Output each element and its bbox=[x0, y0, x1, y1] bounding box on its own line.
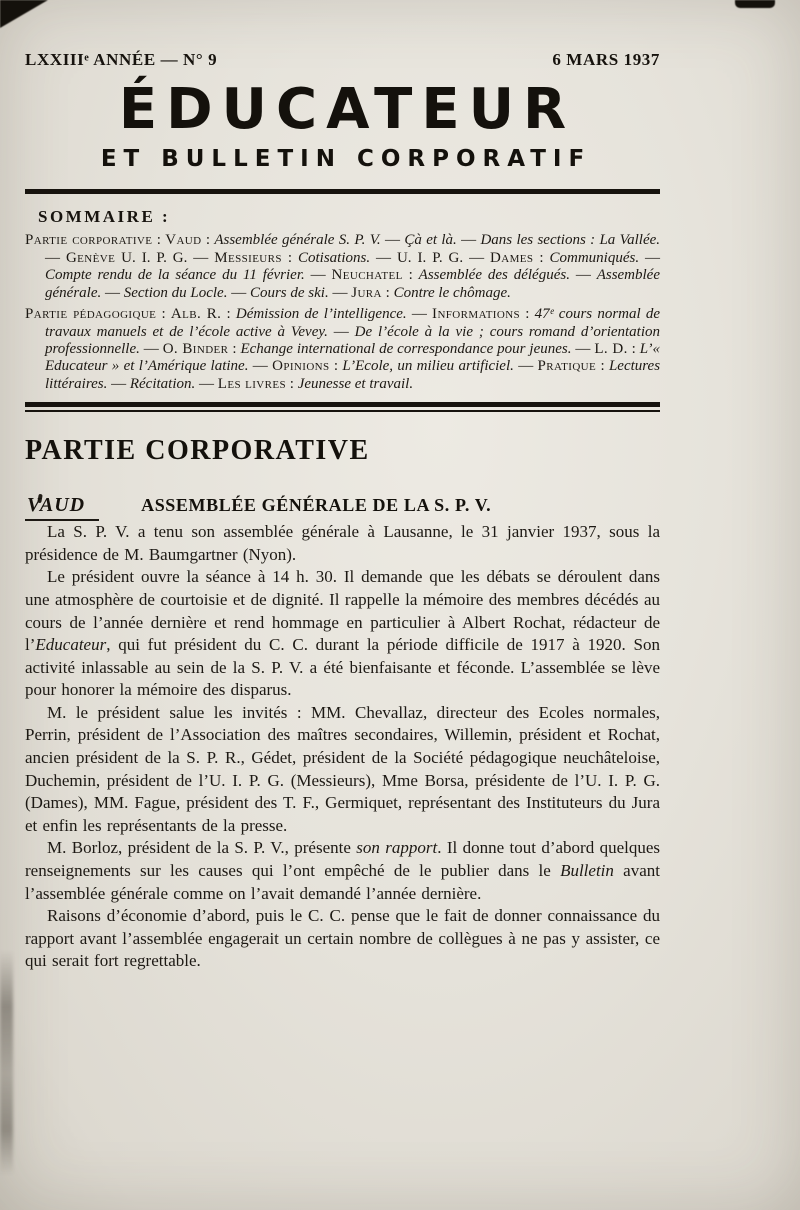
summary-section bbox=[25, 207, 660, 393]
issue-date: 6 MARS 1937 bbox=[552, 50, 660, 69]
summary-entry-pedagogique: Partie pédagogique : Alb. R. : Démission de l’intelligence. — Informations : 47ᵉ cours normal de travaux manuels et de l’école active à Vevey. — De l’école à la vie ; cours romand d’orientation professionnelle. — O. Binder : Echange international de correspondance pour jeunes. — L. D. : L’« Educateur » et l’Amérique latine. — Opinions : L’Ecole, un milieu artificiel. — Pratique : Lectures littéraires. — Récitation. — Les livres : Jeunesse et travail. bbox=[25, 306, 661, 392]
section-title: PARTIE CORPORATIVE bbox=[25, 435, 370, 467]
publication-title: ÉDUCATEUR bbox=[118, 77, 576, 142]
masthead-divider-rule bbox=[25, 189, 660, 194]
article-paragraph: Le président ouvre la séance à 14 h. 30. Il demande que les débats se déroulent dans une atmosphère de courtoisie et de dignité. Il rappelle la mémoire des membres décédés au cours de l’année dernière et rend hommage en particulier à Albert Rochat, rédacteur de l’Educateur, qui fut président du C. C. durant la période difficile de 1917 à 1920. Son activité inlassable au sein de la S. P. V. a été bienfaisante et féconde. L’assemblée se lève pour honorer la mémoire des disparus. bbox=[25, 567, 660, 700]
summary-heading: SOMMAIRE : bbox=[38, 207, 171, 227]
scan-edge-artifact bbox=[735, 0, 775, 8]
scan-smudge-artifact bbox=[0, 950, 13, 1175]
article-title: ASSEMBLÉE GÉNÉRALE DE LA S. P. V. bbox=[141, 495, 492, 516]
page-content bbox=[25, 0, 660, 973]
article-paragraph: Raisons d’économie d’abord, puis le C. C. pense que le fait de donner connaissance du rapport avant l’assemblée engagerait un certain nombre de collègues à ne pas y assister, ce qui serait fort regrettable. bbox=[25, 906, 660, 971]
article-paragraph: M. Borloz, président de la S. P. V., présente son rapport. Il donne tout d’abord quelques renseignements sur les causes qui l’ont empêché de le publier dans le Bulletin avant l’assemblée générale comme on l’avait demandé l’année dernière. bbox=[25, 838, 661, 903]
region-label: VAUD bbox=[25, 494, 99, 521]
publication-subtitle: ET BULLETIN CORPORATIF bbox=[100, 146, 592, 173]
summary-divider-rule bbox=[25, 402, 660, 412]
article-section bbox=[25, 435, 660, 973]
issue-line bbox=[25, 50, 660, 70]
masthead bbox=[25, 50, 660, 172]
article-paragraph: M. le président salue les invités : MM. Chevallaz, directeur des Ecoles normales, Perrin, président de l’Association des maîtres secondaires, Willemin, président et Rochat, ancien président de la S. P. R., Gédet, président de la Société pédagogique neuchâteloise, Duchemin, président de l’U. I. P. G. (Messieurs), Mme Borsa, présidente de l’U. I. P. G. (Dames), MM. Fague, président des T. F., Germiquet, représentant des Instituteurs du Jura et enfin les représentants de la presse. bbox=[25, 702, 660, 835]
issue-number: LXXIIIᵉ ANNÉE — N° 9 bbox=[25, 50, 218, 69]
article-paragraph: La S. P. V. a tenu son assemblée générale à Lausanne, le 31 janvier 1937, sous la présidence de M. Baumgartner (Nyon). bbox=[25, 522, 660, 564]
summary-entry-corporative: Partie corporative : Vaud : Assemblée générale S. P. V. — Çà et là. — Dans les sections : La Vallée. — Genève U. I. P. G. — Messieurs : Cotisations. — U. I. P. G. — Dames : Communiqués. — Compte rendu de la séance du 11 février. — Neuchatel : Assemblée des délégués. — Assemblée générale. — Section du Locle. — Cours de ski. — Jura : Contre le chômage. bbox=[25, 232, 661, 301]
article-header bbox=[25, 494, 660, 521]
